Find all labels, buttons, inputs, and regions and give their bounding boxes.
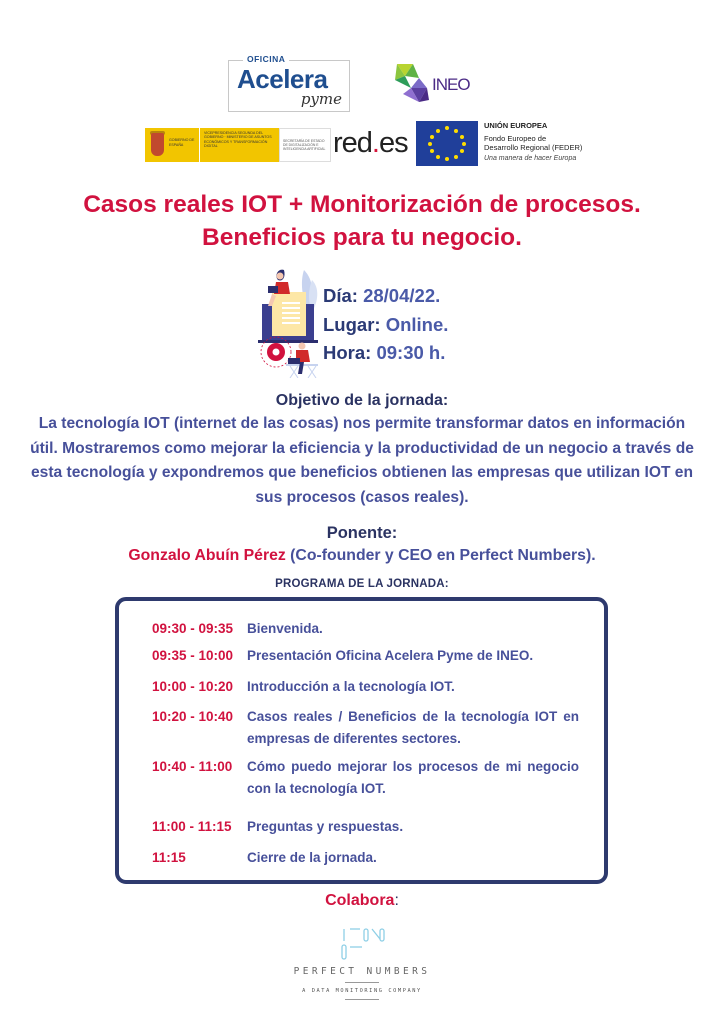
redes-dot: . <box>371 127 379 159</box>
place-label: Lugar: <box>323 313 381 335</box>
event-info <box>323 282 448 368</box>
speaker-heading: Ponente: <box>326 524 398 542</box>
schedule-time: 11:15 <box>152 850 186 865</box>
schedule-desc: Introducción a la tecnología IOT. <box>247 679 455 694</box>
acelera-main-text: Acelera <box>237 64 328 94</box>
schedule-desc: Casos reales / Beneficios de la tecnología IOT en empresas de diferentes sectores. <box>247 709 579 746</box>
schedule-time: 11:00 - 11:15 <box>152 819 232 834</box>
gobierno-espana-logo <box>145 128 331 162</box>
gobierno-shield-block <box>145 128 199 162</box>
ineo-text: INEO <box>432 75 470 94</box>
eu-fund-line2: Desarrollo Regional (FEDER) <box>484 143 583 152</box>
page-title <box>0 188 724 254</box>
red-es-logo <box>333 127 408 160</box>
program-heading: PROGRAMA DE LA JORNADA: <box>275 578 449 590</box>
schedule-time: 09:30 - 09:35 <box>152 621 234 636</box>
secretaria-text: SECRETARÍA DE ESTADO DE DIGITALIZACIÓN E INTELIGENCIA ARTIFICIAL <box>279 128 331 162</box>
date-value: 28/04/22. <box>363 285 441 306</box>
eu-title: UNIÓN EUROPEA <box>484 121 548 130</box>
schedule-row <box>152 618 582 640</box>
perfect-numbers-name: PERFECT NUMBERS <box>293 966 431 977</box>
schedule-row <box>152 706 582 750</box>
eu-flag-icon <box>416 121 478 166</box>
ministerio-text: VICEPRESIDENCIA SEGUNDA DEL GOBIERNO · MINISTERIO DE ASUNTOS ECONÓMICOS Y TRANSFORMACIÓN DIGITAL <box>199 128 279 162</box>
event-time <box>323 339 448 368</box>
eu-motto: Una manera de hacer Europa <box>484 155 577 162</box>
title-line-2: Beneficios para tu negocio. <box>202 224 522 251</box>
schedule-row <box>152 645 582 667</box>
schedule-time: 09:35 - 10:00 <box>152 648 234 663</box>
place-value: Online. <box>385 313 449 335</box>
schedule-time: 10:40 - 11:00 <box>152 759 233 774</box>
schedule-row <box>152 847 582 869</box>
schedule-desc: Preguntas y respuestas. <box>247 819 404 834</box>
eu-feder-text <box>484 121 582 162</box>
ineo-logo <box>393 62 483 108</box>
gobierno-text: GOBIERNO DE ESPAÑA <box>169 138 195 147</box>
time-label: Hora: <box>323 342 372 363</box>
date-label: Día: <box>323 285 358 306</box>
program-schedule-box <box>115 597 608 884</box>
acelera-pyme-text: pyme <box>300 90 342 108</box>
schedule-desc: Cómo puedo mejorar los procesos de mi negocio con la tecnología IOT. <box>247 759 579 796</box>
schedule-row <box>152 756 582 800</box>
schedule-desc: Cierre de la jornada. <box>247 850 377 865</box>
collaborator-label: Colabora <box>325 892 395 909</box>
coat-of-arms-icon <box>151 133 164 156</box>
schedule-row <box>152 676 582 698</box>
divider <box>345 982 379 983</box>
schedule-desc: Presentación Oficina Acelera Pyme de INEO. <box>247 648 534 663</box>
divider <box>345 999 379 1000</box>
objective-heading: Objetivo de la jornada: <box>275 392 449 409</box>
speaker-line <box>0 547 724 565</box>
schedule-time: 10:00 - 10:20 <box>152 679 234 694</box>
acelera-oficina-label: OFICINA <box>243 54 289 64</box>
collaborator-heading <box>0 892 724 910</box>
event-place <box>323 311 448 340</box>
redes-text-red: red <box>333 127 372 159</box>
people-working-illustration <box>256 266 322 378</box>
collaborator-colon: : <box>394 892 399 909</box>
schedule-row <box>152 816 582 838</box>
title-line-1: Casos reales IOT + Monitorización de procesos. <box>83 191 641 218</box>
eu-fund-line1: Fondo Europeo de <box>484 134 547 143</box>
speaker-role: (Co-founder y CEO en Perfect Numbers). <box>285 547 596 564</box>
perfect-numbers-logo-icon <box>340 925 390 963</box>
schedule-desc: Bienvenida. <box>247 621 323 636</box>
ineo-mark-icon <box>393 62 433 108</box>
speaker-name: Gonzalo Abuín Pérez <box>128 547 286 564</box>
perfect-numbers-tagline: A DATA MONITORING COMPANY <box>302 988 422 994</box>
time-value: 09:30 h. <box>376 342 446 363</box>
objective-text: La tecnología IOT (internet de las cosas) nos permite transformar datos en información útil. Mostraremos como mejorar la eficiencia y la productividad de un negocio a través de esta tecnología y expondremos que beneficios obtienen las empresas que utilizan IOT en sus procesos (casos reales). <box>30 415 694 506</box>
redes-text-es: es <box>378 127 408 159</box>
schedule-time: 10:20 - 10:40 <box>152 709 234 724</box>
acelera-pyme-logo <box>228 54 350 112</box>
event-date <box>323 282 448 311</box>
